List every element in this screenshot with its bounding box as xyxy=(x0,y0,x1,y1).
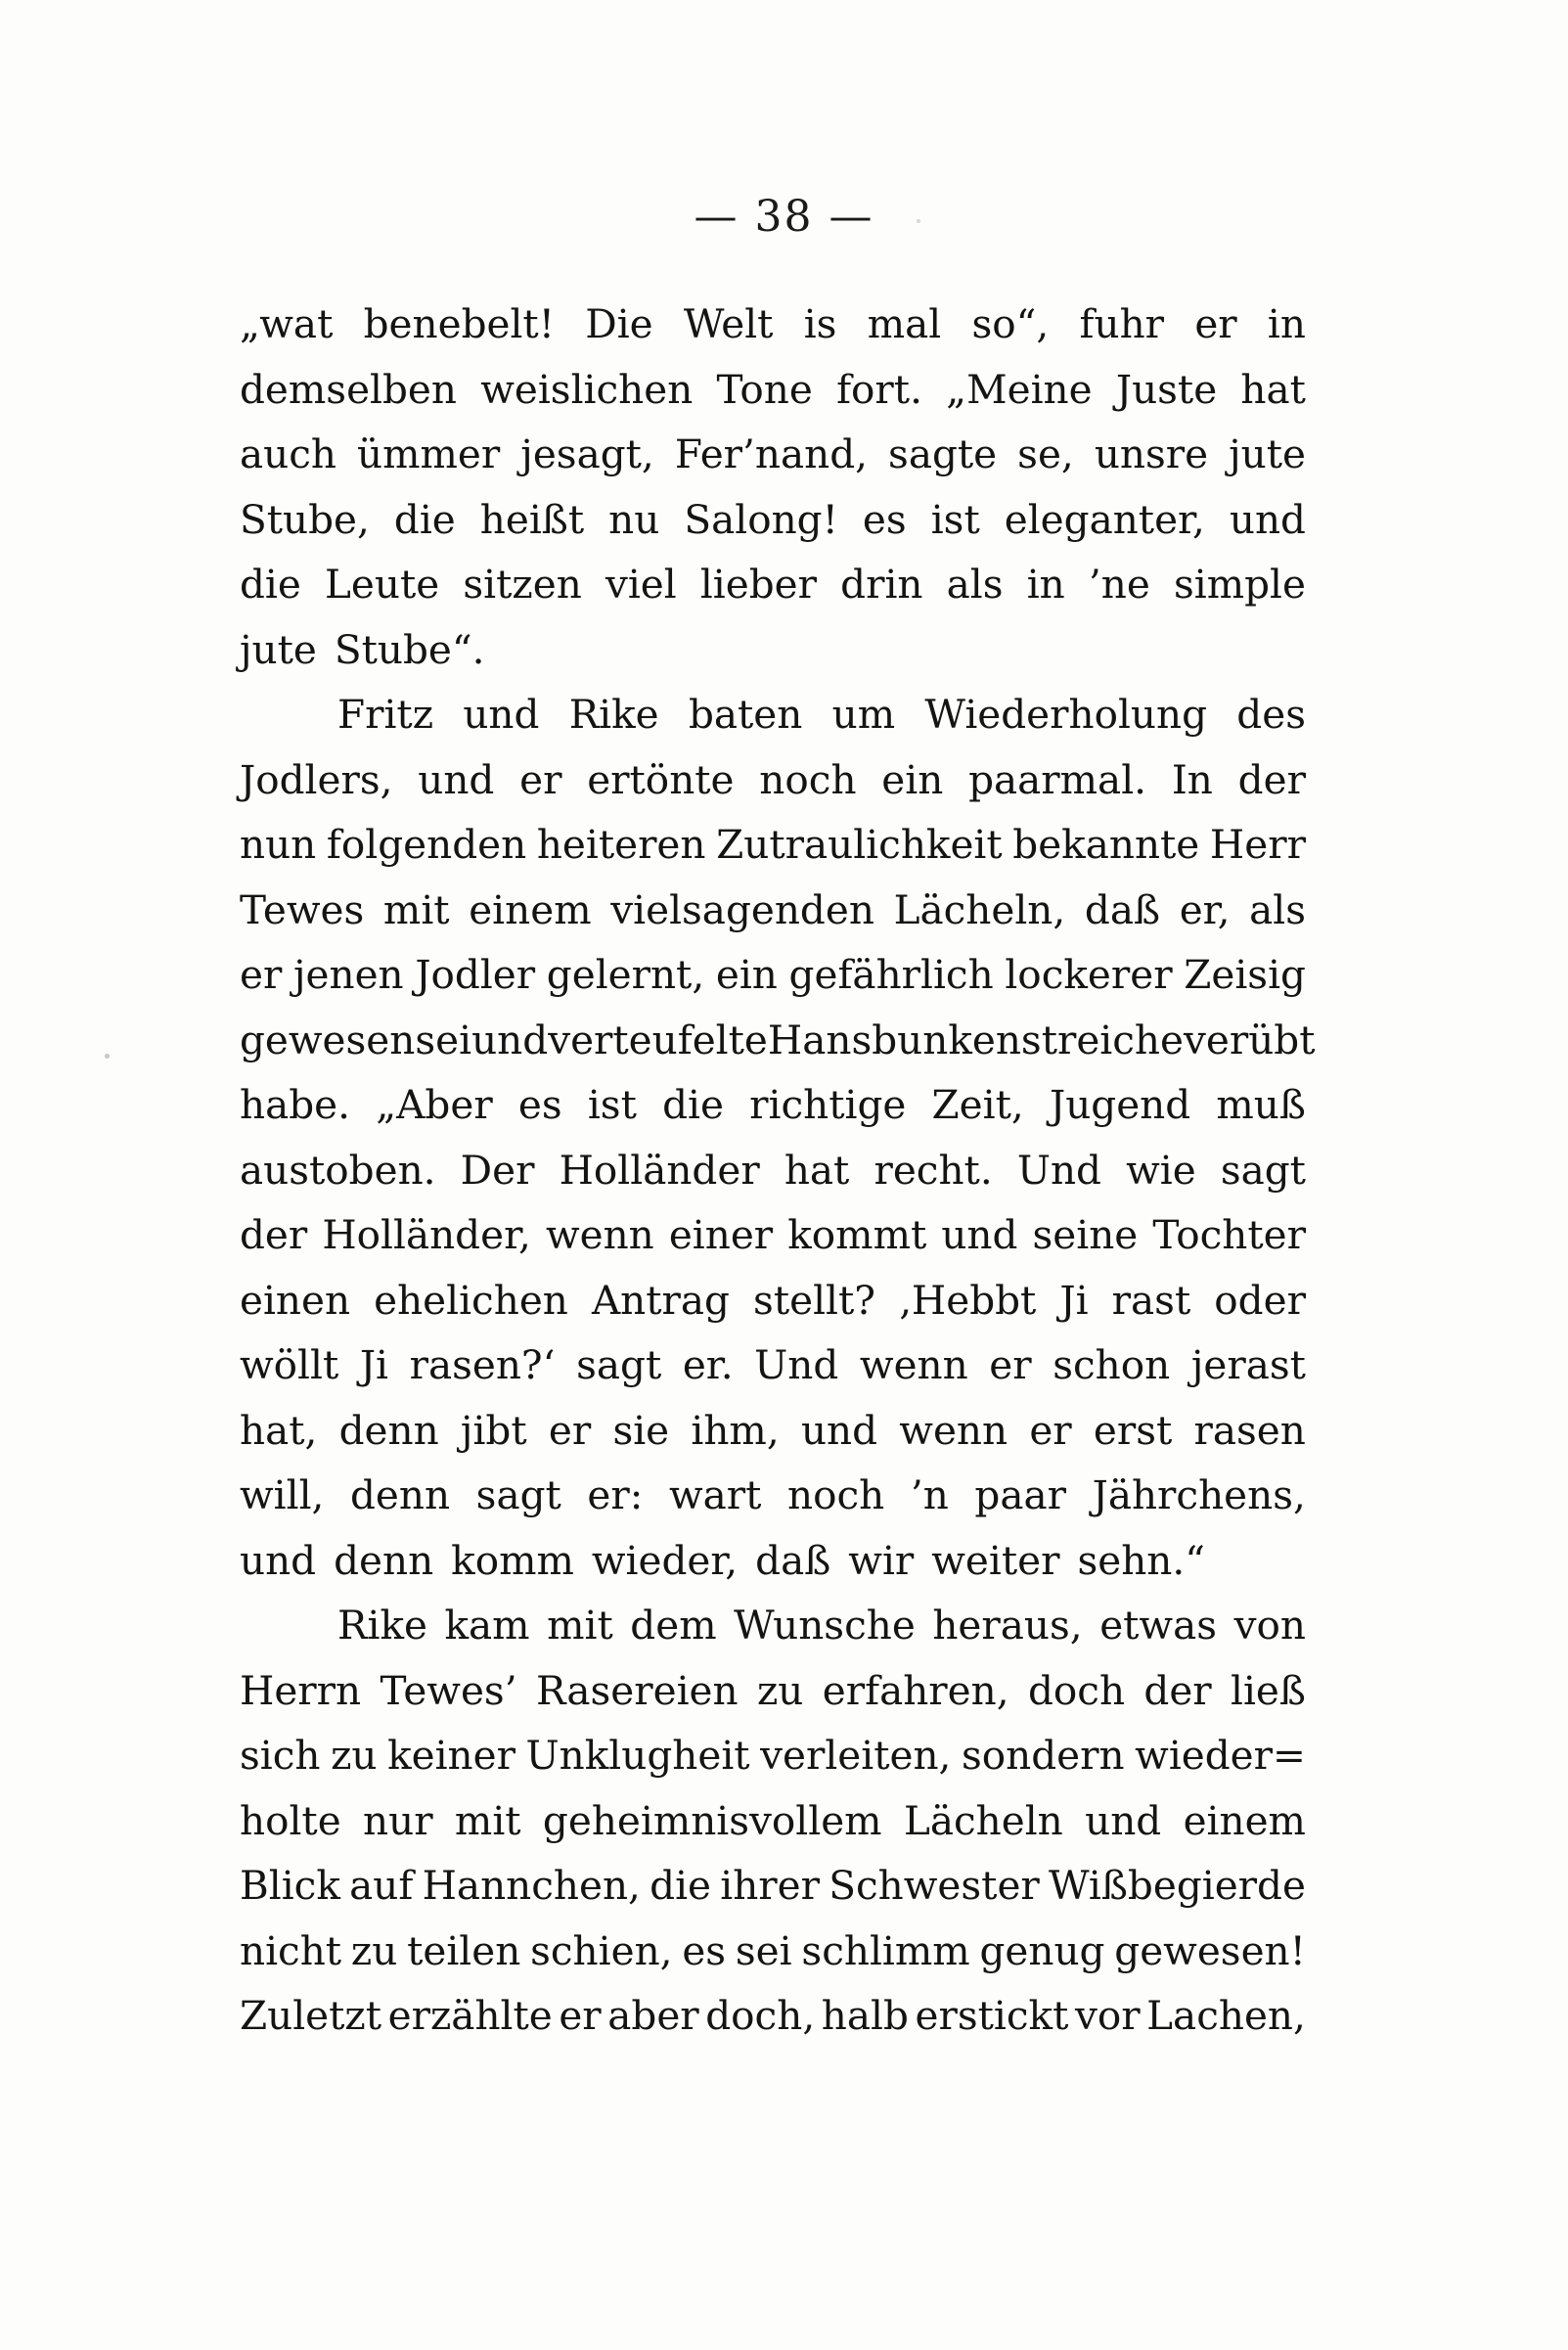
word: verübt xyxy=(1183,1016,1316,1063)
word: einer xyxy=(668,1211,774,1258)
word: jenen xyxy=(292,951,404,998)
word: weislichen xyxy=(480,365,694,413)
word: Lächeln, xyxy=(893,885,1066,933)
word: Schwester xyxy=(829,1862,1040,1909)
word: „wat xyxy=(240,300,334,347)
word: es xyxy=(517,1081,562,1128)
text-line xyxy=(240,1853,1306,1919)
word: se, xyxy=(1017,430,1074,477)
word: unsre xyxy=(1094,430,1209,477)
word: und xyxy=(463,691,540,738)
word: gewesen! xyxy=(1114,1926,1306,1974)
word: ein xyxy=(881,755,944,803)
word: noch xyxy=(787,1471,885,1518)
word: und xyxy=(941,1211,1018,1258)
word: und xyxy=(240,1536,317,1584)
word: und xyxy=(800,1406,878,1454)
word: und xyxy=(418,755,495,803)
word: doch xyxy=(1027,1666,1126,1714)
text-line xyxy=(240,1983,1306,2049)
text-line xyxy=(240,1788,1306,1854)
word: sie xyxy=(612,1406,670,1454)
word: mal xyxy=(867,300,942,347)
word: paar xyxy=(974,1471,1066,1518)
word: hat, xyxy=(240,1406,318,1454)
word: Ji xyxy=(1059,1276,1089,1324)
word: richtige xyxy=(749,1081,907,1128)
word: lieber xyxy=(699,561,817,608)
word: vor xyxy=(1074,1992,1141,2039)
word: Zutraulichkeit xyxy=(716,821,1003,868)
word: ihrer xyxy=(720,1862,820,1909)
word: Herr xyxy=(1209,821,1306,868)
word: gefährlich xyxy=(788,951,994,998)
word: Rike xyxy=(337,1602,427,1649)
word: Salong! xyxy=(684,495,838,543)
word: Jugend xyxy=(1049,1081,1191,1128)
word: nur xyxy=(363,1796,433,1844)
word: er xyxy=(548,1406,592,1454)
text-line xyxy=(240,1072,1306,1138)
word: ihm, xyxy=(691,1406,780,1454)
word: weiter xyxy=(931,1536,1060,1584)
text-line xyxy=(240,1463,1306,1528)
word: lockerer xyxy=(1005,951,1173,998)
word: und xyxy=(471,1016,549,1063)
scan-speck xyxy=(105,1054,110,1059)
word: jesagt, xyxy=(520,430,654,477)
word: fort. xyxy=(836,365,922,413)
word: er xyxy=(559,1992,602,2039)
word: oder xyxy=(1214,1276,1306,1324)
text-line xyxy=(240,487,1306,553)
text-line xyxy=(240,617,1306,683)
word: denn xyxy=(334,1536,434,1584)
text-line xyxy=(240,357,1306,423)
word: und xyxy=(1229,495,1306,543)
word: zu xyxy=(331,1732,378,1779)
word: sagte xyxy=(888,430,998,477)
word: Rike xyxy=(568,691,659,738)
text-line xyxy=(240,1008,1316,1073)
word: des xyxy=(1236,691,1306,738)
text-line xyxy=(240,812,1306,878)
text-line xyxy=(240,1658,1306,1724)
word: wenn xyxy=(545,1211,654,1258)
word: die xyxy=(650,1862,712,1909)
word: ümmer xyxy=(357,430,501,477)
word: so“, xyxy=(971,300,1050,347)
word: mit xyxy=(547,1602,613,1649)
word: Die xyxy=(585,300,653,347)
word: rasen xyxy=(1193,1406,1306,1454)
word: teilen xyxy=(407,1926,521,1974)
word: zu xyxy=(350,1926,398,1974)
word: er, xyxy=(1179,885,1231,933)
word: doch, xyxy=(705,1992,816,2039)
word: die xyxy=(393,495,456,543)
text-line xyxy=(240,1528,1306,1594)
word: erst xyxy=(1093,1406,1173,1454)
word: gelernt, xyxy=(546,951,705,998)
word: einen xyxy=(240,1276,351,1324)
word: nu xyxy=(608,495,660,543)
word: Stube, xyxy=(240,495,370,543)
word: Lächeln xyxy=(903,1796,1063,1844)
word: muß xyxy=(1216,1081,1306,1128)
word: hat xyxy=(1240,365,1306,413)
text-line xyxy=(240,878,1306,943)
word: ein xyxy=(715,951,778,998)
word: Ji xyxy=(359,1341,389,1388)
word: denn xyxy=(350,1471,451,1518)
word: Tewes’ xyxy=(380,1666,517,1714)
word: Zeisig xyxy=(1184,951,1306,998)
word: mit xyxy=(382,885,450,933)
word: fuhr xyxy=(1079,300,1165,347)
word: verleiten, xyxy=(760,1732,952,1779)
word: in xyxy=(1267,300,1306,347)
word: Hannchen, xyxy=(422,1862,641,1909)
word: jute xyxy=(240,625,317,673)
word: Herrn xyxy=(240,1666,362,1714)
word: jibt xyxy=(460,1406,527,1454)
word: er xyxy=(519,755,562,803)
word: sagt xyxy=(576,1341,662,1388)
word: der xyxy=(240,1211,308,1258)
word: paarmal. xyxy=(968,755,1147,803)
word: er xyxy=(989,1341,1032,1388)
word: erzählte xyxy=(387,1992,553,2039)
word: eleganter, xyxy=(1004,495,1205,543)
word: ’n xyxy=(910,1471,949,1518)
word: von xyxy=(1233,1602,1306,1649)
word: kommt xyxy=(787,1211,927,1258)
text-line xyxy=(240,1593,1306,1658)
word: wart xyxy=(668,1471,762,1518)
word: ’ne xyxy=(1088,561,1150,608)
page-number: — 38 — xyxy=(694,192,874,242)
word: sagt xyxy=(1220,1146,1306,1194)
word: sei xyxy=(735,1926,792,1974)
word: Holländer, xyxy=(322,1211,531,1258)
word: heraus, xyxy=(932,1602,1083,1649)
word: Jodlers, xyxy=(240,755,393,803)
word: baten xyxy=(688,691,803,738)
word: er xyxy=(1029,1406,1072,1454)
word: vielsagenden xyxy=(610,885,874,933)
word: Antrag xyxy=(591,1276,730,1324)
word: Jährchens, xyxy=(1092,1471,1306,1518)
word: bekannte xyxy=(1012,821,1200,868)
word: wöllt xyxy=(240,1341,339,1388)
text-line xyxy=(240,422,1306,487)
word: als xyxy=(946,561,1004,608)
word: Der xyxy=(460,1146,535,1194)
word: Jodler xyxy=(415,951,536,998)
word: „Aber xyxy=(376,1081,493,1128)
text-line xyxy=(240,1202,1306,1268)
word: simple xyxy=(1173,561,1306,608)
word: halb xyxy=(821,1992,909,2039)
word: erstickt xyxy=(915,1992,1069,2039)
word: er: xyxy=(587,1471,644,1518)
word: benebelt! xyxy=(363,300,555,347)
word: um xyxy=(831,691,896,738)
word: gewesen xyxy=(240,1016,416,1063)
word: aber xyxy=(607,1992,699,2039)
word: ‚Hebbt xyxy=(899,1276,1037,1324)
word: Tochter xyxy=(1152,1211,1306,1258)
word: Blick xyxy=(240,1862,340,1909)
word: nun xyxy=(240,821,317,868)
word: mit xyxy=(454,1796,521,1844)
word: Juste xyxy=(1115,365,1218,413)
word: sondern xyxy=(962,1732,1125,1779)
word: sagt xyxy=(475,1471,561,1518)
text-line xyxy=(240,1398,1306,1464)
word: sei xyxy=(415,1016,472,1063)
word: Unklugheit xyxy=(525,1732,750,1779)
word: kam xyxy=(444,1602,530,1649)
word: daß xyxy=(1084,885,1161,933)
word: wieder= xyxy=(1135,1732,1306,1779)
word: jute xyxy=(1229,430,1306,477)
text-line xyxy=(240,1138,1306,1203)
word: ist xyxy=(587,1081,637,1128)
word: wieder, xyxy=(591,1536,739,1584)
word: Wunsche xyxy=(734,1602,916,1649)
word: verteufelte xyxy=(548,1016,768,1063)
word: schon xyxy=(1053,1341,1171,1388)
word: Leute xyxy=(325,561,440,608)
word: Holländer xyxy=(559,1146,760,1194)
word: ist xyxy=(930,495,980,543)
word: keiner xyxy=(387,1732,515,1779)
word: holte xyxy=(240,1796,341,1844)
word: wenn xyxy=(899,1406,1008,1454)
word: viel xyxy=(605,561,677,608)
word: Und xyxy=(754,1341,839,1388)
word: sich xyxy=(240,1732,321,1779)
text-line xyxy=(240,1333,1306,1398)
word: Wiederholung xyxy=(924,691,1208,738)
word: habe. xyxy=(240,1081,350,1128)
word: nicht xyxy=(240,1926,342,1974)
word: Fritz xyxy=(337,691,434,738)
word: „Meine xyxy=(946,365,1093,413)
word: erfahren, xyxy=(822,1666,1009,1714)
word: schien, xyxy=(530,1926,673,1974)
word: wenn xyxy=(859,1341,968,1388)
text-line xyxy=(240,747,1306,813)
word: heiteren xyxy=(536,821,706,868)
word: schlimm xyxy=(801,1926,970,1974)
word: Welt xyxy=(683,300,774,347)
word: heißt xyxy=(479,495,585,543)
word: auch xyxy=(240,430,336,477)
word: genug xyxy=(979,1926,1105,1974)
word: Zeit, xyxy=(931,1081,1024,1128)
word: rasen?‘ xyxy=(409,1341,556,1388)
word: Rasereien xyxy=(535,1666,739,1714)
word: der xyxy=(1143,1666,1212,1714)
word: hat xyxy=(784,1146,850,1194)
word: er xyxy=(240,951,283,998)
word: Wißbegierde xyxy=(1049,1862,1306,1909)
word: er xyxy=(1194,300,1237,347)
word: als xyxy=(1249,885,1306,933)
word: is xyxy=(803,300,837,347)
word: ertönte xyxy=(587,755,735,803)
word: Und xyxy=(1016,1146,1101,1194)
word: Stube“. xyxy=(334,625,485,673)
word: rast xyxy=(1111,1276,1191,1324)
word: wie xyxy=(1126,1146,1196,1194)
word: jerast xyxy=(1190,1341,1306,1388)
word: geheimnisvollem xyxy=(542,1796,882,1844)
word: ließ xyxy=(1231,1666,1306,1714)
word: es xyxy=(862,495,907,543)
word: der xyxy=(1237,755,1306,803)
word: sehn.“ xyxy=(1077,1536,1205,1584)
word: folgenden xyxy=(326,821,527,868)
word: dem xyxy=(630,1602,717,1649)
word: einem xyxy=(1183,1796,1306,1844)
word: denn xyxy=(338,1406,439,1454)
word: zu xyxy=(756,1666,804,1714)
text-line xyxy=(240,292,1306,357)
word: einem xyxy=(469,885,592,933)
body-text xyxy=(240,292,1316,2049)
word: die xyxy=(662,1081,724,1128)
word: stellt? xyxy=(753,1276,875,1324)
text-line xyxy=(240,682,1306,747)
word: und xyxy=(1085,1796,1162,1844)
word: wir xyxy=(848,1536,915,1584)
word: sitzen xyxy=(463,561,582,608)
word: daß xyxy=(755,1536,831,1584)
word: die xyxy=(240,561,301,608)
word: Tewes xyxy=(240,885,365,933)
word: es xyxy=(682,1926,727,1974)
text-line xyxy=(240,1919,1306,1984)
word: Hansbunkenstreiche xyxy=(767,1016,1184,1063)
word: demselben xyxy=(240,365,457,413)
text-line xyxy=(240,552,1306,617)
word: will, xyxy=(240,1471,325,1518)
text-line xyxy=(240,1268,1306,1333)
word: ehelichen xyxy=(374,1276,568,1324)
word: Fer’nand, xyxy=(674,430,869,477)
word: In xyxy=(1171,755,1213,803)
word: Zuletzt xyxy=(240,1992,382,2039)
word: noch xyxy=(759,755,857,803)
text-line xyxy=(240,942,1306,1008)
word: austoben. xyxy=(240,1146,436,1194)
word: Lachen, xyxy=(1146,1992,1306,2039)
word: drin xyxy=(840,561,923,608)
word: recht. xyxy=(874,1146,993,1194)
word: auf xyxy=(349,1862,414,1909)
word: etwas xyxy=(1099,1602,1218,1649)
word: komm xyxy=(451,1536,574,1584)
word: in xyxy=(1026,561,1065,608)
word: Tone xyxy=(716,365,813,413)
word: seine xyxy=(1032,1211,1139,1258)
word: er. xyxy=(682,1341,734,1388)
text-line xyxy=(240,1723,1306,1788)
